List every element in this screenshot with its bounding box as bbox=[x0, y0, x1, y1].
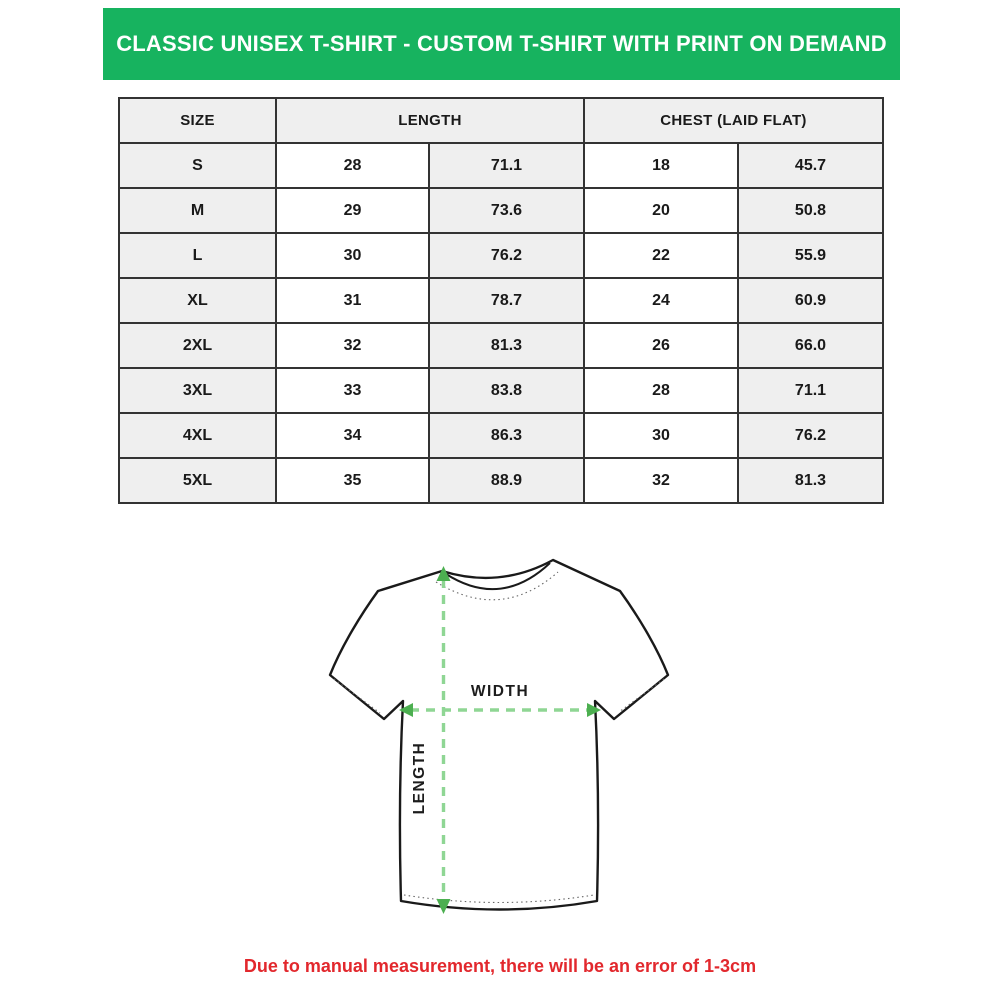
chest-cm-cell: 55.9 bbox=[738, 233, 883, 278]
length-cm-cell: 71.1 bbox=[429, 143, 584, 188]
table-row bbox=[119, 323, 883, 368]
chest-in-cell: 32 bbox=[584, 458, 738, 503]
width-label: WIDTH bbox=[470, 683, 530, 700]
size-cell: L bbox=[119, 233, 276, 278]
chest-cm-cell: 50.8 bbox=[738, 188, 883, 233]
chest-in-cell: 18 bbox=[584, 143, 738, 188]
size-cell: S bbox=[119, 143, 276, 188]
chest-in-cell: 28 bbox=[584, 368, 738, 413]
length-label: LENGTH bbox=[411, 741, 428, 815]
measurement-disclaimer: Due to manual measurement, there will be an error of 1-3cm bbox=[243, 956, 757, 976]
size-cell: 3XL bbox=[119, 368, 276, 413]
table-row bbox=[119, 188, 883, 233]
length-in-cell: 31 bbox=[276, 278, 429, 323]
length-cm-cell: 88.9 bbox=[429, 458, 584, 503]
length-cm-cell: 73.6 bbox=[429, 188, 584, 233]
length-cm-cell: 78.7 bbox=[429, 278, 584, 323]
size-table bbox=[118, 97, 884, 504]
size-cell: 2XL bbox=[119, 323, 276, 368]
length-in-cell: 30 bbox=[276, 233, 429, 278]
size-cell: M bbox=[119, 188, 276, 233]
chest-in-cell: 22 bbox=[584, 233, 738, 278]
header-chest: CHEST (LAID FLAT) bbox=[584, 98, 883, 143]
header-size: SIZE bbox=[119, 98, 276, 143]
length-in-cell: 32 bbox=[276, 323, 429, 368]
table-header-row bbox=[119, 98, 883, 143]
header-length: LENGTH bbox=[276, 98, 584, 143]
chest-in-cell: 20 bbox=[584, 188, 738, 233]
size-cell: 4XL bbox=[119, 413, 276, 458]
length-cm-cell: 76.2 bbox=[429, 233, 584, 278]
table-row bbox=[119, 278, 883, 323]
tshirt-diagram-svg bbox=[300, 545, 700, 945]
length-cm-cell: 83.8 bbox=[429, 368, 584, 413]
chest-cm-cell: 76.2 bbox=[738, 413, 883, 458]
chest-in-cell: 26 bbox=[584, 323, 738, 368]
length-in-cell: 35 bbox=[276, 458, 429, 503]
chest-cm-cell: 66.0 bbox=[738, 323, 883, 368]
length-in-cell: 28 bbox=[276, 143, 429, 188]
chest-cm-cell: 81.3 bbox=[738, 458, 883, 503]
chest-cm-cell: 60.9 bbox=[738, 278, 883, 323]
tshirt-measurement-diagram bbox=[300, 545, 700, 945]
table-row bbox=[119, 233, 883, 278]
page-title: CLASSIC UNISEX T-SHIRT - CUSTOM T-SHIRT WITH PRINT ON DEMAND bbox=[116, 31, 887, 56]
table-row bbox=[119, 143, 883, 188]
length-cm-cell: 86.3 bbox=[429, 413, 584, 458]
table-row bbox=[119, 458, 883, 503]
length-in-cell: 33 bbox=[276, 368, 429, 413]
size-cell: 5XL bbox=[119, 458, 276, 503]
chest-in-cell: 30 bbox=[584, 413, 738, 458]
chest-in-cell: 24 bbox=[584, 278, 738, 323]
length-in-cell: 34 bbox=[276, 413, 429, 458]
length-cm-cell: 81.3 bbox=[429, 323, 584, 368]
chest-cm-cell: 71.1 bbox=[738, 368, 883, 413]
chest-cm-cell: 45.7 bbox=[738, 143, 883, 188]
table-row bbox=[119, 413, 883, 458]
tshirt-outline bbox=[330, 560, 668, 910]
title-banner bbox=[103, 8, 900, 80]
length-in-cell: 29 bbox=[276, 188, 429, 233]
table-row bbox=[119, 368, 883, 413]
size-cell: XL bbox=[119, 278, 276, 323]
